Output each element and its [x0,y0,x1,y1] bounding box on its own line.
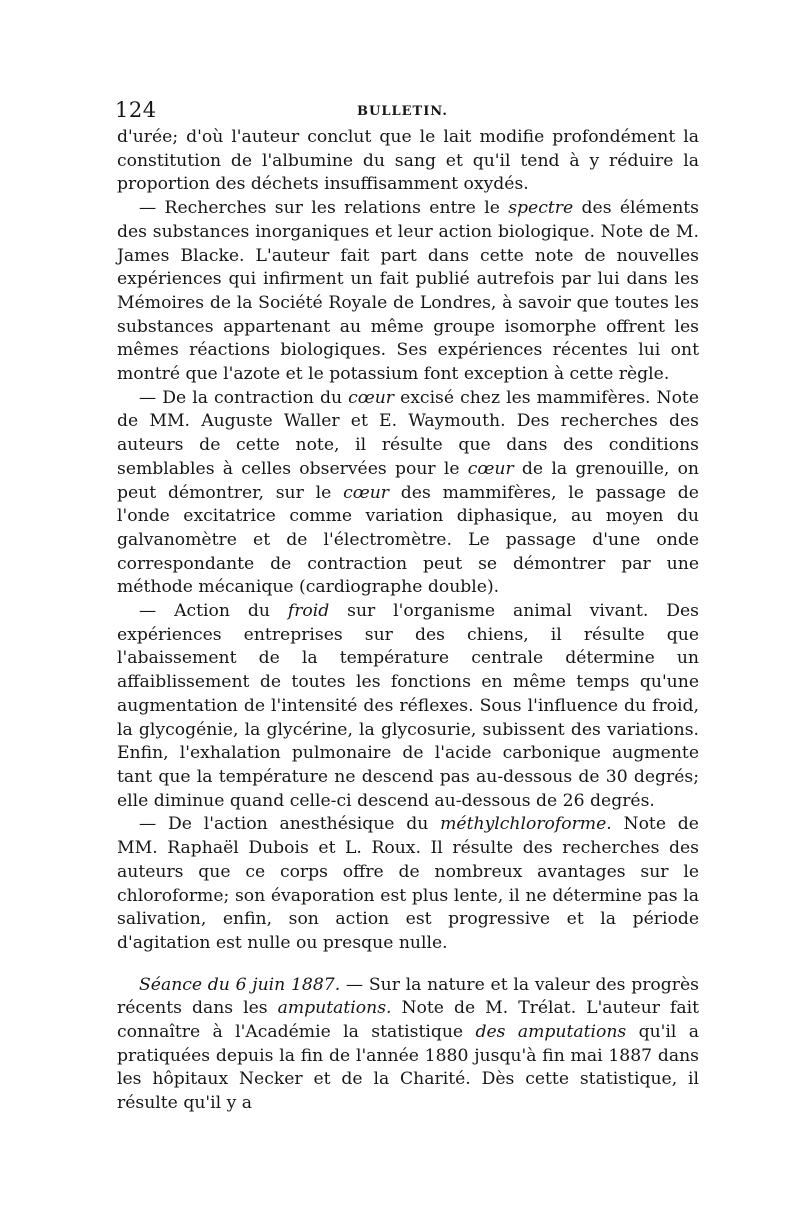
text-run: qu'il a pratiquées depuis la fin de l'année 1880 jusqu'à fin mai 1887 dans les hôpitaux Necker et de la Charité. Dès cette statistique, il résulte qu'il y a [117,1022,700,1114]
book-page [117,100,699,1116]
paragraph [117,813,699,955]
text-run: — Action du [139,601,288,622]
text-run: des mammifères, le passage de l'onde excitatrice comme variation diphasique, au moyen du galvanomètre et de l'électromètre. Le passage d'une onde correspondante de contraction peut se démontrer par une méthode mécanique (cardiographe double). [117,482,699,598]
italic-text: spectre [508,198,574,219]
body-text [117,126,699,1116]
italic-text: cœur [348,387,395,408]
text-run: — Recherches sur les relations entre le [139,198,509,219]
italic-text: cœur [343,482,389,503]
text-run: — De la contraction du [139,387,349,408]
italic-text: cœur [467,458,514,479]
text-run: excisé chez les mammifères. Note de MM. Auguste Waller et E. Waymouth. Des recherches des auteurs de cette note, il résulte que dans des conditions semblables à celles observées pour le [117,387,699,479]
text-run: de la grenouille, on peut démontrer, sur le [117,458,699,503]
text-run: sur l'organisme animal vivant. Des expériences entreprises sur des chiens, il résulte que l'abaissement de la température centrale détermine un affaiblissement de toutes les fonctions en même temps qu'une augmentation de l'intensité des réflexes. Sous l'influence du froid, la glycogénie, la glycérine, la glycosurie, subissent des variations. Enfin, l'exhalation pulmonaire de l'acide carbonique augmente tant que la température ne descend pas au-dessous de 30 degrés; elle diminue quand celle-ci descend au-dessous de 26 degrés. [117,601,699,811]
text-run: — Sur la nature et la valeur des progrès récents dans les [117,974,699,1019]
paragraph [117,600,699,813]
page-number: 124 [115,98,157,122]
running-header [117,100,699,126]
text-run: Note de MM. Raphaël Dubois et L. Roux. Il résulte des recherches des auteurs que ce corps offre de nombreux avantages sur le chloroforme; son évaporation est plus lente, il ne détermine pas la salivation, enfin, son action est progressive et la période d'agitation est nulle ou presque nulle. [117,814,699,953]
paragraph [117,974,699,1116]
paragraph [117,387,699,600]
italic-text: froid [287,601,330,622]
text-run: des éléments des substances inorganiques et leur action biologique. Note de M. James Blacke. L'auteur fait part dans cette note de nouvelles expériences qui infirment un fait publié autrefois par lui dans les Mémoires de la Société Royale de Londres, à savoir que toutes les substances appartenant au même groupe isomorphe offrent les mêmes réactions biologiques. Ses expériences récentes lui ont montré que l'azote et le potassium font exception à cette règle. [117,198,699,385]
italic-text: des amputations [475,1022,627,1043]
italic-text: Séance du 6 juin 1887. [139,974,341,995]
text-run: Note de M. Trélat. L'auteur fait connaître à l'Académie la statistique [117,998,699,1043]
text-run: — De l'action anesthésique du [139,814,441,835]
italic-text: amputations. [277,998,392,1019]
paragraph [117,197,699,387]
italic-text: méthylchloroforme. [440,814,612,835]
running-title: BULLETIN. [357,104,448,119]
paragraph [117,126,699,197]
text-run: d'urée; d'où l'auteur conclut que le lait modifie profondément la constitution de l'albumine du sang et qu'il tend à y réduire la proportion des déchets insuffisamment oxydés. [117,127,699,195]
